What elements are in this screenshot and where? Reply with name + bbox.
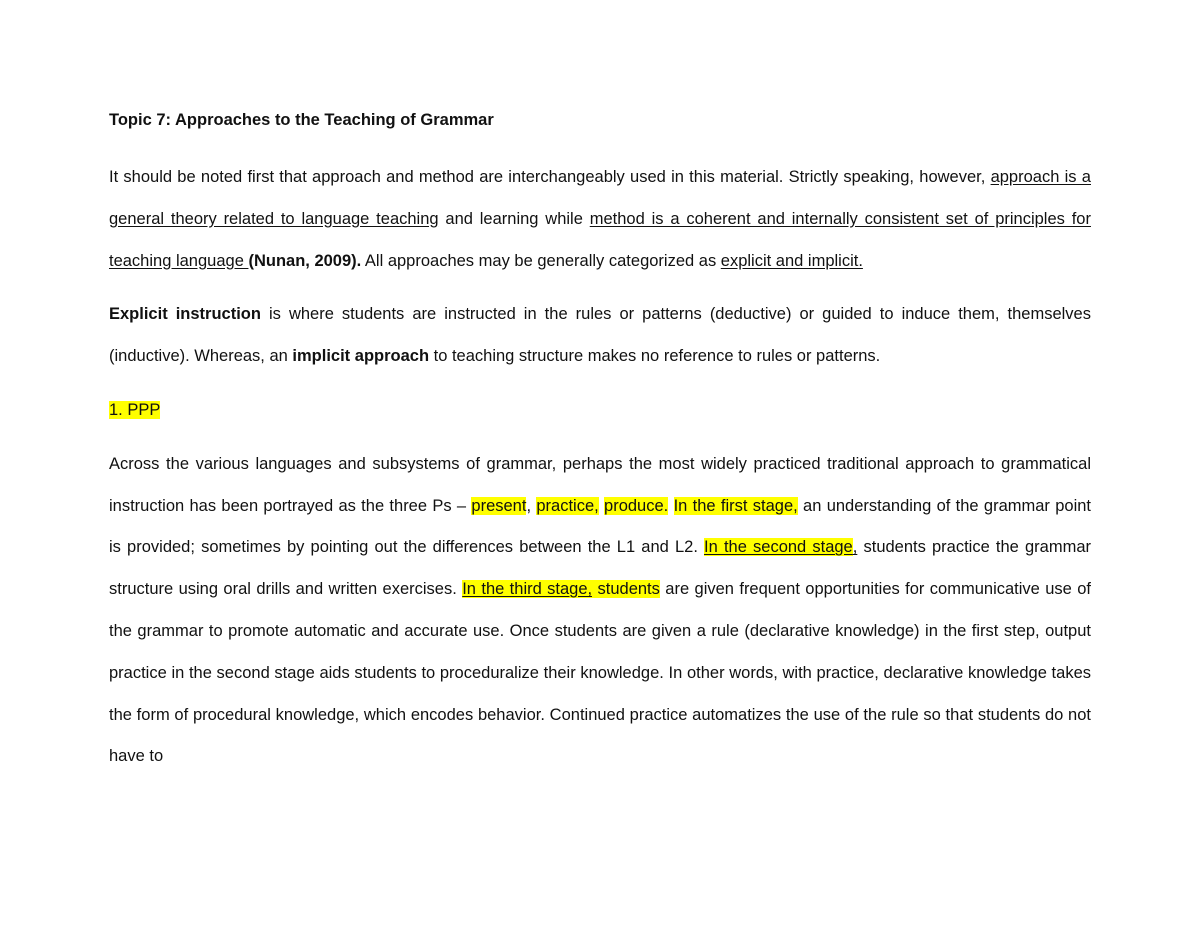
para3-highlight-first-stage: In the first stage, [673, 496, 798, 515]
para2-bold-explicit-instruction: Explicit instruction [109, 305, 261, 324]
para3-text-1: Across the various languages and subsystems of grammar, perhaps the most widely practiced traditional approach to grammatical instruction has been portrayed as the three Ps – [109, 454, 1091, 515]
para3-text-2: , [526, 496, 537, 515]
para1-text-1: It should be noted first that approach and method are interchangeably used in this material. Strictly speaking, however, [109, 168, 991, 186]
paragraph-ppp [109, 444, 1091, 778]
para1-underlined-approach: approach is a general theory related to language teaching [109, 168, 1091, 228]
para2-text-2: to teaching structure makes no reference to rules or patterns. [429, 347, 881, 366]
para3-highlight-second-stage: In the second stage [704, 538, 853, 557]
para3-text-7: are given frequent opportunities for communicative use of the grammar to promote automatic and accurate use. Once students are given a rule (declarative knowledge) in the first step, output practice in the second stage aids students to proceduralize their knowledge. In other words, with practice, declarative knowledge takes the form of procedural knowledge, which encodes behavior. Continued practice automatizes the use of the rule so that students do not have to [109, 580, 1091, 766]
heading-ppp-highlighted: 1. PPP [109, 400, 161, 419]
document-body [109, 108, 1091, 778]
section-heading-ppp [109, 390, 1091, 432]
para1-citation: (Nunan, 2009). [248, 251, 362, 270]
para3-highlight-produce: produce. [604, 496, 669, 515]
para3-highlight-students: students [592, 580, 660, 599]
para1-underlined-explicit-implicit: explicit and implicit. [720, 251, 863, 270]
para3-underlined-comma: , [852, 538, 858, 557]
para2-bold-implicit-approach: implicit approach [292, 347, 430, 366]
para3-text-5: an understanding of the grammar point is provided; sometimes by pointing out the differences between the L1 and L2. [109, 496, 1091, 557]
para3-highlight-third-stage: In the third stage, [462, 580, 593, 599]
paragraph-approach-method [109, 157, 1091, 282]
para3-text-4 [668, 497, 673, 515]
para1-text-3: All approaches may be generally categorized as [361, 251, 721, 270]
para1-text-2: and learning while [438, 209, 590, 228]
para3-highlight-present: present [471, 496, 527, 515]
paragraph-explicit-implicit [109, 294, 1091, 378]
para3-text-6: students practice the grammar structure using oral drills and written exercises. [109, 538, 1091, 599]
para3-highlight-practice: practice, [536, 496, 599, 515]
para2-text-1: is where students are instructed in the rules or patterns (deductive) or guided to induce them, themselves (inductive). Whereas, an [109, 305, 1091, 366]
document-title: Topic 7: Approaches to the Teaching of Grammar [109, 111, 494, 129]
para1-underlined-method: method is a coherent and internally consistent set of principles for teaching language [109, 209, 1091, 270]
